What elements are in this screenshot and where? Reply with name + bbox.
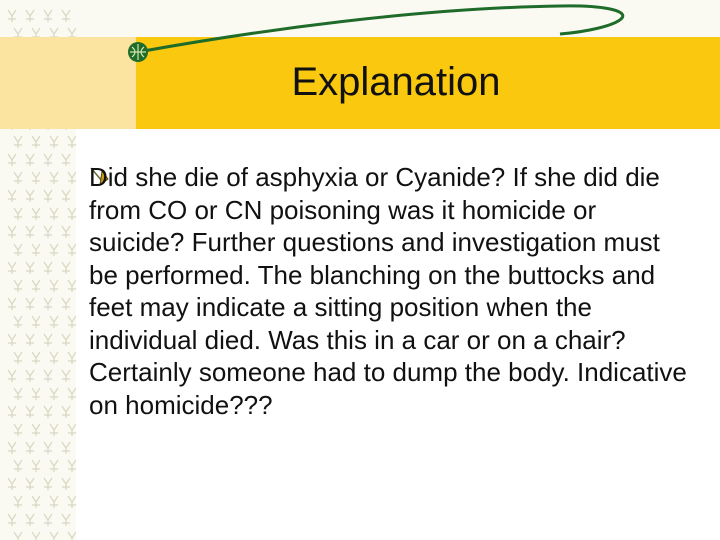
slide-body-text: Did she die of asphyxia or Cyanide? If she did die from CO or CN poisoning was it homicide or suicide? Further questions and investigation must be performed. The blanching on the buttocks and feet may indicate a sitting position when the individual died. Was this in a car or on a chair? Certainly someone had to dump the body. Indicative on homicide??? xyxy=(89,162,687,420)
slide-title: Explanation xyxy=(291,60,501,104)
